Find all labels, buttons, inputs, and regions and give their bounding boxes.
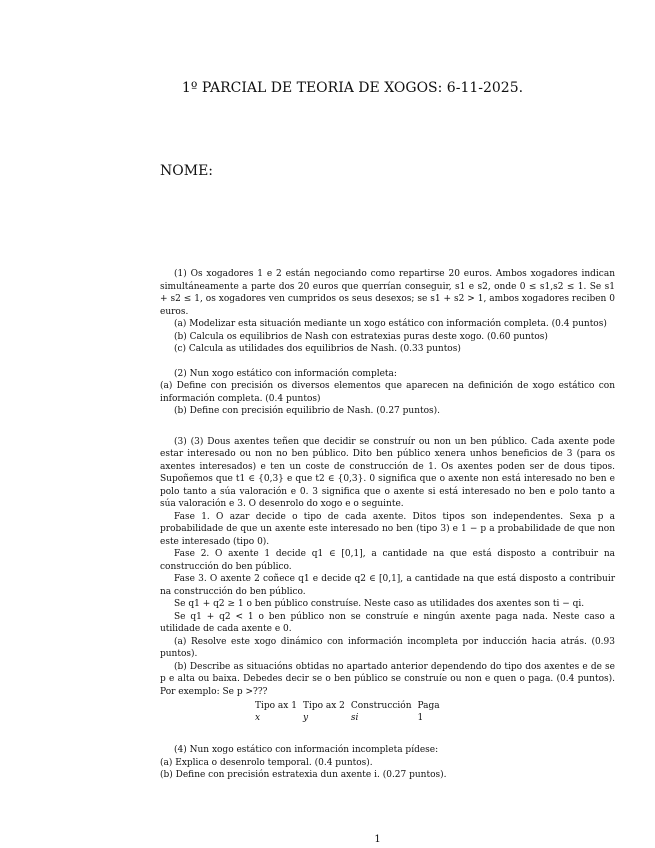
name-label: NOME: [160,163,213,179]
q3-fase2: Fase 2. O axente 1 decide q1 ∈ [0,1], a cantidade na que está disposto a contribuir na construcción do ben público. [160,549,615,572]
table-header: Tipo ax 1 [255,701,297,711]
table-cell: 1 [417,713,424,723]
q3-rule-1: Se q1 + q2 ≥ 1 o ben público construíse. Neste caso as utilidades dos axentes son ti − qi. [174,599,585,609]
q1-part-b: (b) Calcula os equilibrios de Nash con estratexias puras deste xogo. (0.60 puntos) [174,331,548,342]
q3-rule-2: Se q1 + q2 < 1 o ben público non se construíe e ningún axente paga nada. Neste caso a utilidade de cada axente e 0. [160,611,615,634]
q1-part-c: (c) Calcula as utilidades dos equilibrios de Nash. (0.33 puntos) [174,344,461,354]
q4-part-a: (a) Explica o desenrolo temporal. (0.4 puntos). [160,757,373,768]
page-number: 1 [374,834,381,845]
example-table [255,700,446,724]
q3-part-a: (a) Resolve este xogo dinámico con información incompleta por inducción hacia atrás. (0.93 puntos). [160,636,615,659]
exam-body [160,268,615,782]
q3-fase3: Fase 3. O axente 2 coñece q1 e decide q2 ∈ [0,1], a cantidade na que está disposto a contribuir na construcción do ben público. [160,574,615,597]
table-header-row [255,700,446,712]
q2-intro: (2) Nun xogo estático con información completa: [174,368,397,379]
q3-fase1: Fase 1. O azar decide o tipo de cada axente. Ditos tipos son independentes. Sexa p a probabilidade de que un axente este interesado no ben (tipo 3) e 1 − p a probabilidade de que non este interesado (tipo 0). [160,511,615,547]
table-header: Tipo ax 2 [302,701,345,711]
q4-part-b: (b) Define con precisión estratexia dun axente i. (0.27 puntos). [160,770,447,780]
q4-intro: (4) Nun xogo estático con información incompleta pídese: [174,745,439,755]
page-title: 1º PARCIAL DE TEORIA DE XOGOS: 6-11-2025. [181,80,524,96]
table-cell: si [350,713,359,723]
q3-part-b: (b) Describe as situacións obtidas no apartado anterior dependendo do tipo dos axentes e de se p e alta ou baixa. Debedes decir se o ben público se construíe ou non e quen o paga. (0.4 puntos). Por exemplo: Se p >??? [160,661,615,697]
q2-part-a: (a) Define con precisión os diversos elementos que aparecen na definición de xogo estático con información completa. (0.4 puntos) [160,381,615,404]
q3-intro: (3) (3) Dous axentes teñen que decidir se construír ou non un ben público. Cada axente pode estar interesado ou non no ben público. Dito ben público xenera unhos beneficios de 3 (para os axentes interesados) e ten un coste de construcción de 1. Os axentes poden ser de dous tipos. Supoñemos que t1 ∈ {0,3} e que t2 ∈ {0,3}. 0 significa que o axente non está interesado no ben e polo tanto a súa valoración e 0. 3 significa que o axente si está interesado no ben e polo tanto a súa valoración e 3. O desenrolo do xogo e o seguinte. [160,436,615,509]
table-header: Construcción [350,701,412,711]
q2-part-b: (b) Define con precisión equilibrio de Nash. (0.27 puntos). [174,406,441,416]
table-cell: y [302,713,309,723]
q1-part-a: (a) Modelizar esta situación mediante un xogo estático con información completa. (0.4 puntos) [174,319,607,329]
table-header: Paga [417,701,440,711]
table-cell: x [255,713,261,723]
q1-intro: (1) Os xogadores 1 e 2 están negociando como repartirse 20 euros. Ambos xogadores indican simultáneamente a parte dos 20 euros que querrían conseguir, s1 e s2, onde 0 ≤ s1,s2 ≤ 1. Se s1 + s2 ≤ 1, os xogadores ven cumpridos os seus desexos; se s1 + s2 > 1, ambos xogadores reciben 0 euros. [160,269,615,317]
table-row [255,712,446,724]
